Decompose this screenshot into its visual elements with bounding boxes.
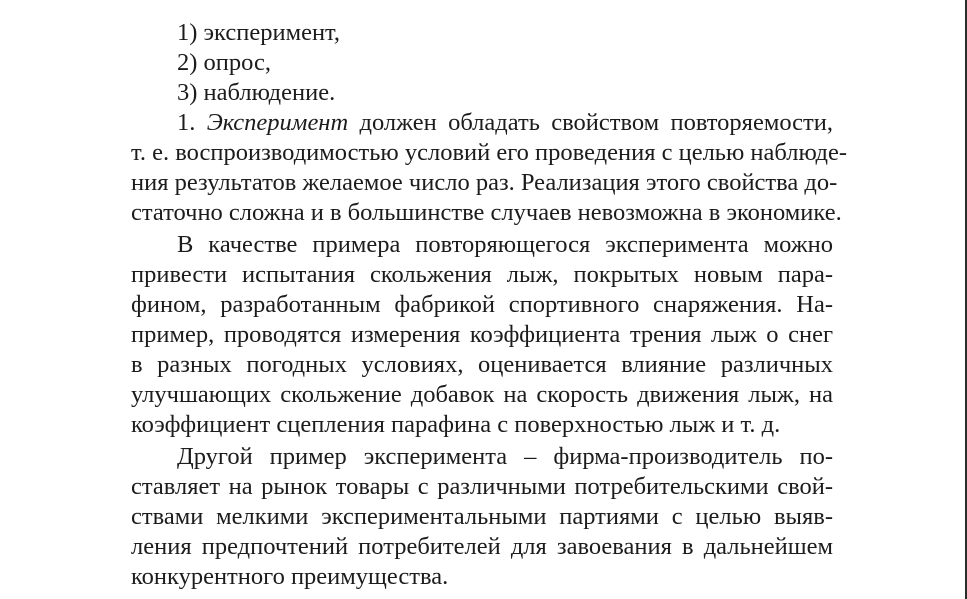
paragraph-experiment-line-3: ния результатов желаемое число раз. Реализация этого свойства до- — [131, 169, 838, 196]
paragraph-ski-line-6: улучшающих скольжение добавок на скорость движения лыж, на — [131, 381, 833, 408]
list-item-observation: 3) наблюдение. — [177, 79, 336, 106]
paragraph-firm-line-3: ствами мелкими экспериментальными партиями с целью выяв- — [131, 503, 833, 530]
list-item-survey: 2) опрос, — [177, 49, 272, 76]
paragraph-experiment-line-2: т. е. воспроизводимостью условий его проведения с целью наблюде- — [131, 139, 848, 166]
term-experiment: Эксперимент — [206, 109, 349, 136]
paragraph-firm-line-2: ставляет на рынок товары с различными потребительскими свой- — [131, 473, 833, 500]
paragraph-experiment-line-1-rest: должен обладать свойством повторяемости, — [348, 109, 834, 136]
list-item-experiment: 1) эксперимент, — [177, 19, 341, 46]
paragraph-ski-line-3: фином, разработанным фабрикой спортивного снаряжения. На- — [131, 291, 833, 318]
paragraph-ski-line-1: В качестве примера повторяющегося эксперимента можно — [177, 231, 833, 258]
paragraph-ski-line-5: в разных погодных условиях, оценивается влияние различных — [131, 351, 833, 378]
paragraph-experiment-line-1 — [131, 108, 833, 138]
paragraph-number: 1. — [177, 109, 207, 136]
paragraph-ski-line-4: пример, проводятся измерения коэффициента трения лыж о снег — [131, 321, 833, 348]
paragraph-ski-line-2: привести испытания скольжения лыж, покрытых новым пара- — [131, 261, 833, 288]
paragraph-firm-line-4: ления предпочтений потребителей для завоевания в дальнейшем — [131, 533, 833, 560]
paragraph-firm-line-1: Другой пример эксперимента – фирма-производитель по- — [177, 443, 833, 470]
paragraph-ski-line-7: коэффициент сцепления парафина с поверхностью лыж и т. д. — [131, 411, 781, 438]
document-body — [131, 18, 848, 592]
paragraph-experiment-line-4: статочно сложна и в большинстве случаев невозможна в экономике. — [131, 199, 842, 226]
paragraph-firm-line-5: конкурентного преимущества. — [131, 563, 449, 590]
